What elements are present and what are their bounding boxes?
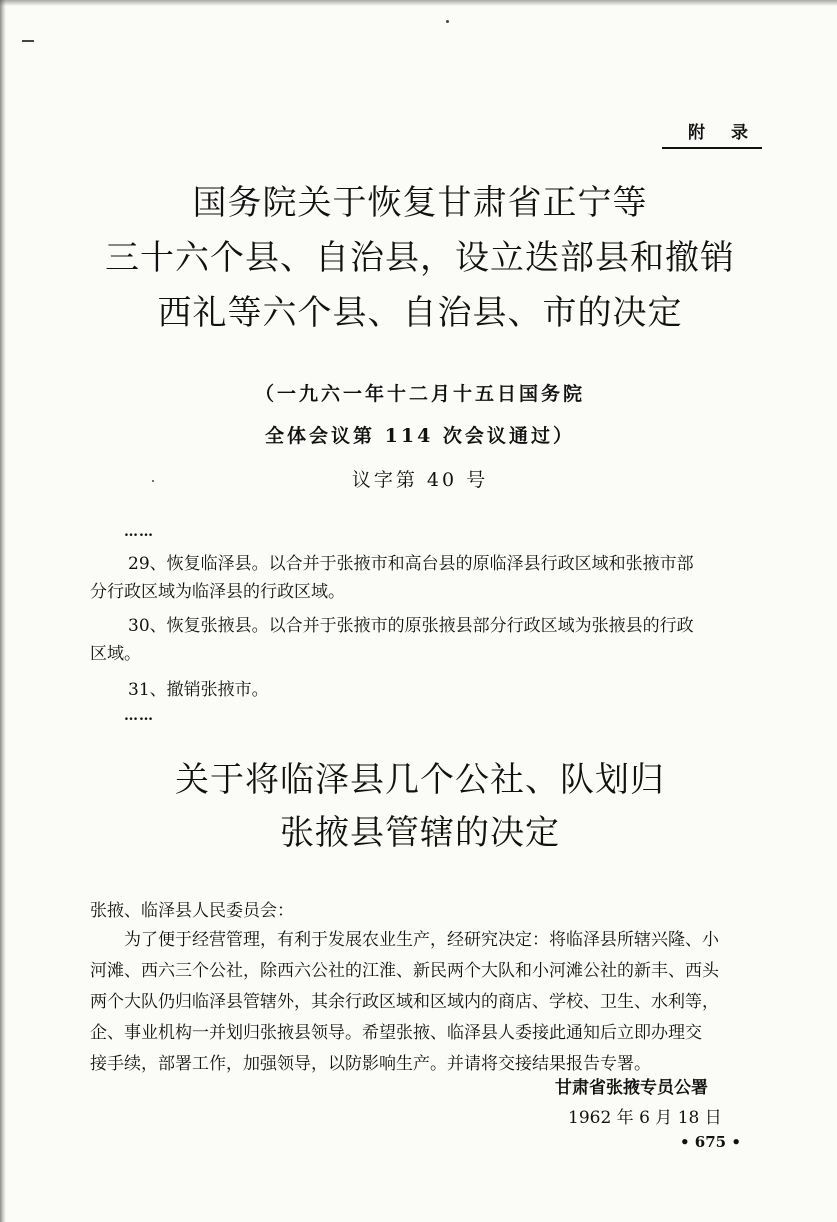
addressee: 张掖、临泽县人民委员会： — [90, 901, 294, 921]
decision2-title-line: 张掖县管辖的决定 — [280, 813, 560, 853]
decision2-body — [90, 925, 770, 1080]
item-line: 区域。 — [90, 644, 141, 664]
decision1-title-line: 西礼等六个县、自治县、市的决定 — [157, 293, 683, 333]
item-line: 分行政区域为临泽县的行政区域。 — [90, 582, 345, 602]
page-number: • 675 • — [680, 1133, 741, 1151]
decision2-title-line: 关于将临泽县几个公社、队划归 — [175, 760, 665, 800]
ellipsis: …… — [124, 708, 154, 724]
body-line: 企、事业机构一并划归张掖县领导。希望张掖、临泽县人委接此通知后立即办理交 — [90, 1023, 702, 1043]
scan-border-left — [0, 0, 6, 1222]
body-line: 为了便于经营管理，有利于发展农业生产，经研究决定：将临泽县所辖兴隆、小 — [124, 930, 719, 950]
ellipsis: …… — [124, 524, 154, 540]
body-line: 两个大队仍归临泽县管辖外，其余行政区域和区域内的商店、学校、卫生、水利等， — [90, 992, 719, 1012]
item-31 — [90, 676, 770, 704]
meta-line: （一九六一年十二月十五日国务院 — [254, 383, 585, 405]
scan-speck — [22, 40, 34, 42]
item-line: 31、撤销张掖市。 — [128, 680, 269, 700]
item-line: 29、恢复临泽县。以合并于张掖市和高台县的原临泽县行政区域和张掖市部 — [128, 554, 694, 574]
signature: 甘肃省张掖专员公署 — [555, 1078, 708, 1098]
item-29 — [90, 550, 770, 606]
scan-speck — [446, 20, 449, 23]
date: 1962 年 6 月 18 日 — [568, 1108, 722, 1128]
body-line: 河滩、西六三个公社，除西六公社的江淮、新民两个大队和小河滩公社的新丰、西头 — [90, 961, 719, 981]
decision1-title-line: 三十六个县、自治县，设立迭部县和撤销 — [105, 238, 735, 278]
meta-line: 议字第 40 号 — [351, 469, 489, 491]
item-line: 30、恢复张掖县。以合并于张掖市的原张掖县部分行政区域为张掖县的行政 — [128, 616, 694, 636]
decision1-title-line: 国务院关于恢复甘肃省正宁等 — [192, 183, 648, 223]
appendix-label: 附录 — [662, 118, 762, 149]
item-30 — [90, 612, 770, 668]
scan-border-top — [0, 0, 837, 6]
meta-line: 全体会议第 114 次会议通过） — [265, 425, 575, 447]
body-line: 接手续，部署工作，加强领导，以防影响生产。并请将交接结果报告专署。 — [90, 1054, 651, 1074]
